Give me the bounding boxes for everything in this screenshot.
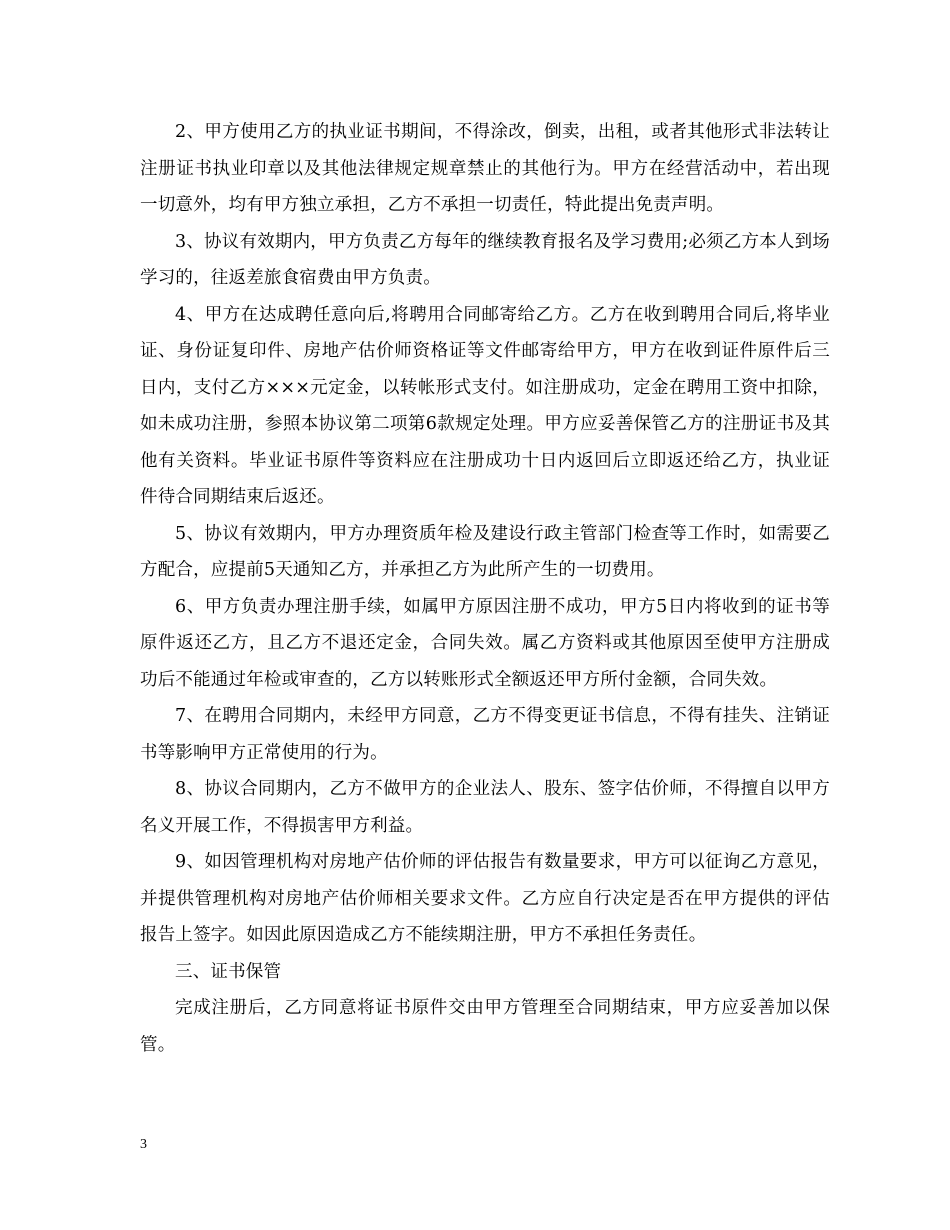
clause-9-paragraph: 9、如因管理机构对房地产估价师的评估报告有数量要求，甲方可以征询乙方意见，并提供管理机构对房地产估价师相关要求文件。乙方应自行决定是否在甲方提供的评估报告上签字。如因此原因造成乙方不能续期注册，甲方不承担任务责任。 [140,852,830,945]
clause-8-paragraph: 8、协议合同期内，乙方不做甲方的企业法人、股东、签字估价师，不得擅自以甲方名义开展工作，不得损害甲方利益。 [140,779,830,836]
clause-6-paragraph: 6、甲方负责办理注册手续，如属甲方原因注册不成功，甲方5日内将收到的证书等原件返还乙方，且乙方不退还定金，合同失效。属乙方资料或其他原因至使甲方注册成功后不能通过年检或审查的，乙方以转账形式全额返还甲方所付金额，合同失效。 [140,596,830,690]
clause-3-paragraph: 3、协议有效期内，甲方负责乙方每年的继续教育报名及学习费用;必须乙方本人到场学习的，往返差旅食宿费由甲方负责。 [140,231,830,288]
clause-4-paragraph: 4、甲方在达成聘任意向后,将聘用合同邮寄给乙方。乙方在收到聘用合同后,将毕业证、身份证复印件、房地产估价师资格证等文件邮寄给甲方，甲方在收到证件原件后三日内，支付乙方×××元定金，以转帐形式支付。如注册成功，定金在聘用工资中扣除，如未成功注册，参照本协议第二项第6款规定处理。甲方应妥善保管乙方的注册证书及其他有关资料。毕业证书原件等资料应在注册成功十日内返回后立即返还给乙方，执业证件待合同期结束后返还。 [140,304,830,507]
clause-7-paragraph: 7、在聘用合同期内，未经甲方同意，乙方不得变更证书信息，不得有挂失、注销证书等影响甲方正常使用的行为。 [140,706,830,763]
clause-2-paragraph: 2、甲方使用乙方的执业证书期间，不得涂改，倒卖，出租，或者其他形式非法转让注册证书执业印章以及其他法律规定规章禁止的其他行为。甲方在经营活动中，若出现一切意外，均有甲方独立承担，乙方不承担一切责任，特此提出免责声明。 [140,122,830,215]
certificate-custody-paragraph: 完成注册后，乙方同意将证书原件交由甲方管理至合同期结束，甲方应妥善加以保管。 [140,998,830,1055]
page-number: 3 [140,1137,147,1152]
document-body [140,114,830,1063]
section-heading-certificate-custody: 三、证书保管 [175,961,282,982]
clause-5-paragraph: 5、协议有效期内，甲方办理资质年检及建设行政主管部门检查等工作时，如需要乙方配合，应提前5天通知乙方，并承担乙方为此所产生的一切费用。 [140,523,830,580]
